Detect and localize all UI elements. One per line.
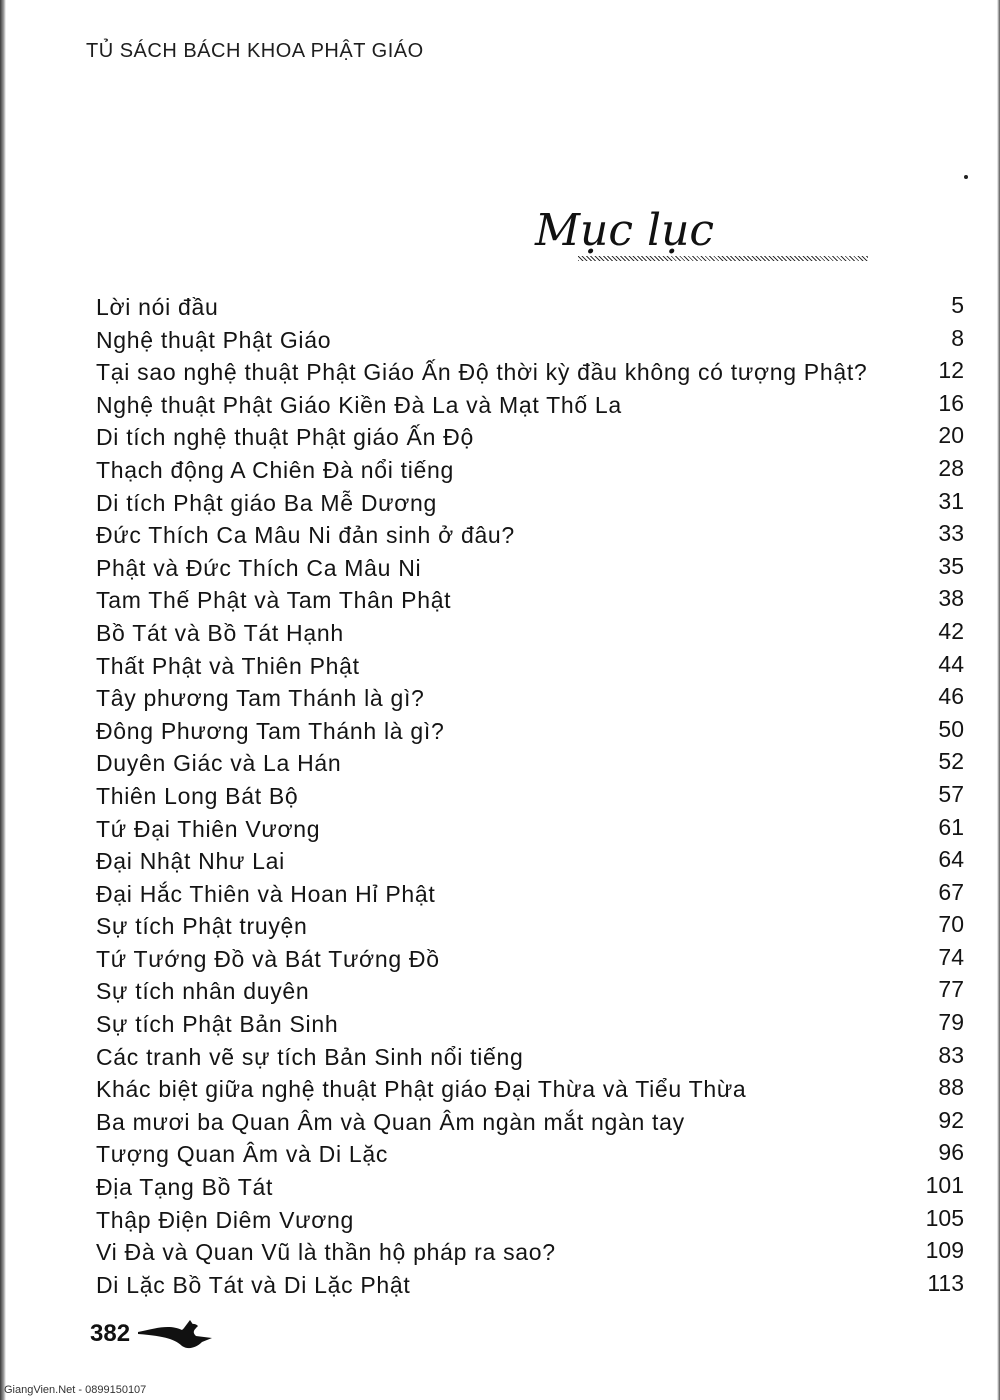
- toc-entry-page: 113: [927, 1269, 964, 1296]
- toc-entry-title: Di Lặc Bồ Tát và Di Lặc Phật: [96, 1271, 411, 1298]
- toc-entry-title: Nghệ thuật Phật Giáo Kiền Đà La và Mạt Thố La: [96, 391, 622, 418]
- toc-entry-page: 42: [938, 617, 964, 644]
- toc-row: [96, 618, 976, 651]
- toc-entry-page: 96: [938, 1139, 964, 1166]
- toc-entry-page: 31: [938, 487, 964, 514]
- toc-row: [96, 911, 976, 944]
- toc-entry-title: Tượng Quan Âm và Di Lặc: [96, 1141, 389, 1168]
- toc-entry-page: 109: [925, 1237, 964, 1264]
- toc-row: [96, 748, 976, 781]
- toc-row: [96, 1270, 976, 1303]
- toc-entry-page: 77: [938, 976, 964, 1003]
- toc-row: [96, 1107, 976, 1140]
- toc-entry-title: Thiên Long Bát Bộ: [96, 782, 299, 809]
- toc-row: [96, 1139, 976, 1172]
- toc-entry-title: Sự tích nhân duyên: [96, 978, 310, 1005]
- toc-entry-page: 64: [938, 846, 964, 873]
- toc-entry-page: 20: [938, 422, 964, 449]
- page-title: Mục lục: [535, 205, 715, 256]
- toc-entry-page: 35: [938, 552, 964, 579]
- toc-row: [96, 553, 976, 586]
- toc-entry-page: 92: [938, 1106, 964, 1133]
- toc-row: [96, 1074, 976, 1107]
- toc-entry-page: 50: [938, 715, 964, 742]
- toc-row: [96, 455, 976, 488]
- toc-entry-title: Di tích Phật giáo Ba Mễ Dương: [96, 489, 437, 516]
- toc-entry-title: Tây phương Tam Thánh là gì?: [96, 685, 425, 712]
- toc-entry-title: Đông Phương Tam Thánh là gì?: [96, 717, 445, 744]
- toc-entry-page: 88: [938, 1074, 964, 1101]
- toc-row: [96, 292, 976, 325]
- toc-entry-page: 28: [938, 454, 964, 481]
- toc-entry-title: Bồ Tát và Bồ Tát Hạnh: [96, 619, 344, 646]
- toc-row: [96, 488, 976, 521]
- toc-entry-title: Vi Đà và Quan Vũ là thần hộ pháp ra sao?: [96, 1239, 556, 1266]
- series-header: TỦ SÁCH BÁCH KHOA PHẬT GIÁO: [86, 40, 424, 62]
- toc-row: [96, 651, 976, 684]
- toc-row: [96, 846, 976, 879]
- toc-entry-title: Tứ Đại Thiên Vương: [96, 815, 321, 842]
- ornament-icon: [136, 1318, 226, 1354]
- page-number: 382: [90, 1320, 131, 1347]
- toc-row: [96, 879, 976, 912]
- toc-entry-title: Ba mươi ba Quan Âm và Quan Âm ngàn mắt ngàn tay: [96, 1108, 685, 1135]
- toc-entry-page: 12: [938, 357, 964, 384]
- toc-entry-title: Khác biệt giữa nghệ thuật Phật giáo Đại Thừa và Tiểu Thừa: [96, 1076, 747, 1103]
- toc-entry-page: 38: [938, 585, 964, 612]
- toc-entry-title: Thạch động A Chiên Đà nổi tiếng: [96, 456, 454, 483]
- toc-row: [96, 683, 976, 716]
- toc-row: [96, 944, 976, 977]
- toc-entry-page: 44: [938, 650, 964, 677]
- toc-row: [96, 814, 976, 847]
- toc-entry-page: 33: [938, 520, 964, 547]
- toc-row: [96, 781, 976, 814]
- toc-row: [96, 1009, 976, 1042]
- toc-row: [96, 390, 976, 423]
- toc-entry-title: Tại sao nghệ thuật Phật Giáo Ấn Độ thời kỳ đầu không có tượng Phật?: [96, 359, 868, 386]
- toc-entry-title: Sự tích Phật truyện: [96, 913, 308, 940]
- toc-entry-page: 67: [938, 878, 964, 905]
- toc-entry-page: 8: [951, 324, 964, 351]
- toc-entry-page: 74: [938, 943, 964, 970]
- toc-entry-title: Đại Hắc Thiên và Hoan Hỉ Phật: [96, 880, 436, 907]
- toc-entry-page: 79: [938, 1009, 964, 1036]
- toc-row: [96, 1172, 976, 1205]
- toc-row: [96, 1237, 976, 1270]
- speck-mark: [964, 175, 968, 179]
- toc-entry-page: 57: [938, 780, 964, 807]
- toc-entry-title: Tứ Tướng Đồ và Bát Tướng Đồ: [96, 945, 440, 972]
- toc-entry-title: Đức Thích Ca Mâu Ni đản sinh ở đâu?: [96, 522, 515, 549]
- toc-entry-page: 70: [938, 911, 964, 938]
- toc-row: [96, 976, 976, 1009]
- toc-entry-title: Tam Thế Phật và Tam Thân Phật: [96, 587, 452, 614]
- toc-entry-page: 101: [925, 1172, 964, 1199]
- toc-entry-title: Nghệ thuật Phật Giáo: [96, 326, 332, 353]
- toc-row: [96, 422, 976, 455]
- toc-entry-title: Thất Phật và Thiên Phật: [96, 652, 360, 679]
- toc-row: [96, 325, 976, 358]
- toc-row: [96, 1042, 976, 1075]
- toc-entry-title: Lời nói đầu: [96, 294, 219, 320]
- watermark: GiangVien.Net - 0899150107: [4, 1384, 147, 1396]
- toc-entry-page: 16: [938, 389, 964, 416]
- toc-entry-page: 46: [938, 683, 964, 710]
- toc-row: [96, 520, 976, 553]
- page-left-edge: [0, 0, 6, 1400]
- toc-row: [96, 585, 976, 618]
- table-of-contents: [96, 292, 976, 1302]
- toc-row: [96, 1205, 976, 1238]
- toc-entry-title: Phật và Đức Thích Ca Mâu Ni: [96, 554, 422, 581]
- toc-entry-title: Duyên Giác và La Hán: [96, 750, 342, 777]
- toc-entry-title: Đại Nhật Như Lai: [96, 848, 285, 875]
- toc-entry-title: Di tích nghệ thuật Phật giáo Ấn Độ: [96, 424, 474, 451]
- toc-entry-page: 5: [951, 292, 964, 318]
- toc-entry-title: Các tranh vẽ sự tích Bản Sinh nổi tiếng: [96, 1043, 524, 1070]
- title-underline: [578, 256, 868, 261]
- toc-entry-page: 83: [938, 1041, 964, 1068]
- toc-row: [96, 357, 976, 390]
- toc-entry-title: Thập Điện Diêm Vương: [96, 1206, 354, 1233]
- toc-row: [96, 716, 976, 749]
- toc-entry-title: Sự tích Phật Bản Sinh: [96, 1011, 339, 1038]
- toc-entry-page: 105: [925, 1204, 964, 1231]
- toc-entry-page: 61: [938, 813, 964, 840]
- toc-entry-page: 52: [938, 748, 964, 775]
- toc-entry-title: Địa Tạng Bồ Tát: [96, 1174, 274, 1201]
